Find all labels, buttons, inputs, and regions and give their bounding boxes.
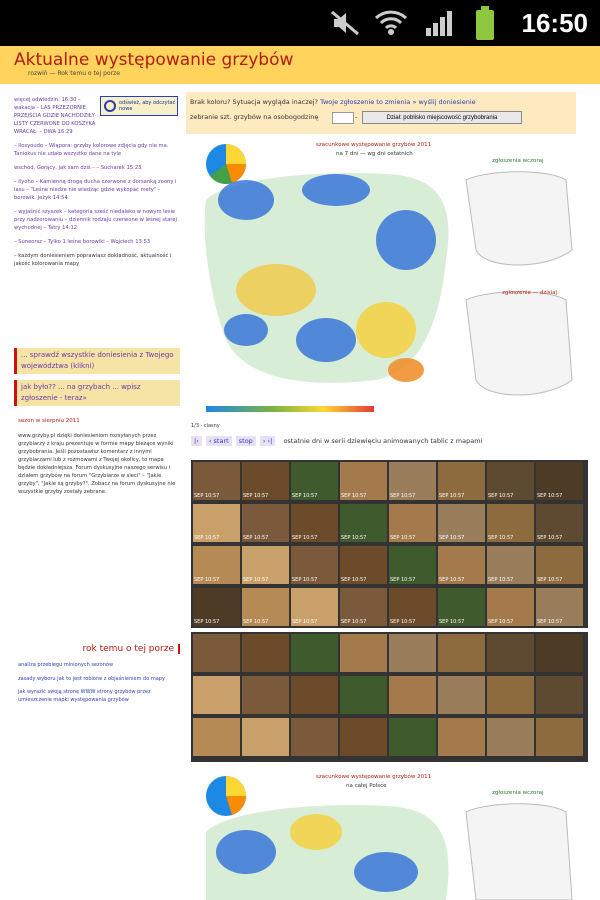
- notice-box: [186, 92, 576, 134]
- photo-caption: SEP 10:57: [341, 577, 367, 583]
- photo-thumbnail[interactable]: [242, 588, 289, 626]
- photo-caption: SEP 10:57: [243, 577, 269, 583]
- photo-caption: SEP 10:57: [488, 535, 514, 541]
- refresh-label: odśwież, aby odczytać nowe: [119, 100, 176, 112]
- photo-thumbnail[interactable]: [389, 588, 436, 626]
- photo-thumbnail[interactable]: [389, 462, 436, 500]
- map-region: [354, 852, 418, 892]
- photo-thumbnail[interactable]: [536, 504, 583, 542]
- map-region: [376, 210, 436, 270]
- post-item[interactable]: więcej odwiedzin: 16:30 – wakacja – LAS PRZEZORNIE PRZEJŚCIA GDZIE NACHODZIŁY LISTY CZERWONE DO KOSZYKA WRACAŁ. – DWA 16:29: [14, 97, 96, 135]
- cta-add-report[interactable]: jak było?? ... na grzybach ... wpisz zgłoszenie - teraz»: [14, 380, 180, 406]
- photo-thumbnail[interactable]: [242, 718, 289, 756]
- photo-thumbnail[interactable]: [193, 634, 240, 672]
- page-header: [0, 46, 600, 84]
- photo-caption: SEP 10:57: [341, 493, 367, 499]
- notice-line2: zebranie szt. grzybów na osobogodzinę: [190, 113, 319, 121]
- color-legend: [206, 406, 374, 412]
- photo-caption: SEP 10:57: [194, 493, 220, 499]
- photo-caption: SEP 10:57: [488, 577, 514, 583]
- photo-caption: SEP 10:57: [390, 535, 416, 541]
- photo-thumbnail[interactable]: [438, 504, 485, 542]
- send-link[interactable]: » wyślij doniesienie: [412, 98, 476, 106]
- photo-thumbnail[interactable]: [340, 504, 387, 542]
- animation-caption: ostatnie dni w serii dziewięciu animowanych tablic z mapami: [283, 437, 483, 445]
- photo-caption: SEP 10:57: [292, 535, 318, 541]
- signal-icon: [424, 10, 454, 38]
- side-map[interactable]: [466, 172, 572, 265]
- occurrence-map[interactable]: [186, 140, 576, 422]
- about-text: www.grzyby.pl dzięki doniesieniom rozsyłanych przez grzybiarzy z kraju prezentuje w formie mapy bieżące wyniki grzybobrania. Jeśli pozostawisz komentarz z innymi grzybiarzami lub z rozmowami z Twojej okolicy, to mapa będzie dokładniejsza. Forum dyskusyjne naszego serwisu i działem grzybów na forum "Grzybiarze w sieci" – "Jakie grzyby", "Jakie są grzyby?". Zobacz na forum dyskusyjne nie wszystkie grzyby zostały zebrane.: [18, 433, 176, 495]
- photo-thumbnail[interactable]: [536, 634, 583, 672]
- photo-thumbnail[interactable]: [242, 504, 289, 542]
- photo-thumbnail[interactable]: [193, 504, 240, 542]
- link-item[interactable]: zasady wyboru jak to jest robione z objaśnieniem do mapy: [18, 675, 165, 682]
- photo-caption: SEP 10:57: [341, 535, 367, 541]
- photo-thumbnail[interactable]: [438, 546, 485, 584]
- photo-thumbnail[interactable]: [487, 676, 534, 714]
- photo-caption: SEP 10:57: [292, 493, 318, 499]
- photo-thumbnail[interactable]: [291, 546, 338, 584]
- photo-thumbnail[interactable]: [340, 634, 387, 672]
- photo-thumbnail[interactable]: [536, 546, 583, 584]
- first-button[interactable]: |‹: [191, 436, 202, 446]
- photo-caption: SEP 10:57: [194, 535, 220, 541]
- side-map[interactable]: [466, 292, 572, 395]
- photo-thumbnail[interactable]: [536, 588, 583, 626]
- photo-caption: SEP 10:57: [390, 619, 416, 625]
- side-map-title: zgłoszenia wczoraj: [492, 158, 544, 164]
- map-block-1: [186, 140, 576, 380]
- map-region: [290, 814, 342, 850]
- photo-thumbnail[interactable]: [438, 676, 485, 714]
- photo-caption: SEP 10:57: [439, 577, 465, 583]
- photo-thumbnail[interactable]: [389, 546, 436, 584]
- side-map-title: zgłoszenia wczoraj: [492, 790, 544, 796]
- map-title: szacunkowe występowanie grzybów 2011: [316, 774, 432, 780]
- photo-thumbnail[interactable]: [242, 546, 289, 584]
- clock: 16:50: [521, 8, 588, 38]
- photo-thumbnail[interactable]: [487, 718, 534, 756]
- side-map-title: zgłoszenie — dzisiaj: [502, 290, 558, 296]
- photo-thumbnail[interactable]: [340, 676, 387, 714]
- photo-caption: SEP 10:57: [439, 493, 465, 499]
- map-region: [224, 314, 268, 346]
- photo-thumbnail[interactable]: [291, 676, 338, 714]
- photo-caption: SEP 10:57: [390, 577, 416, 583]
- post-item[interactable]: – wyjaśnić szyszek – kategoria sześć niedaleko w nowym lesie przy nadzorowaniu – dziennik rodzaju czerwone w leśnej starej wychodnej – Tatry 14:12: [14, 209, 177, 231]
- cta-check-voivodeship[interactable]: ... sprawdź wszystkie doniesienia z Twojego województwa (klikni): [14, 348, 180, 374]
- photo-thumbnail[interactable]: [438, 634, 485, 672]
- photo-thumbnail[interactable]: [487, 504, 534, 542]
- notice-text: Brak koloru? Sytuacja wygląda inaczej?: [190, 98, 319, 106]
- photo-caption: SEP 10:57: [390, 493, 416, 499]
- photo-caption: SEP 10:57: [537, 577, 563, 583]
- mute-icon: [330, 10, 360, 36]
- photo-caption: SEP 10:57: [243, 493, 269, 499]
- map-region: [218, 180, 274, 220]
- last-button[interactable]: › ›|: [260, 436, 275, 446]
- photo-caption: SEP 10:57: [243, 619, 269, 625]
- map-subtitle: na całej Polsce: [346, 783, 387, 789]
- page-title: Aktualne występowanie grzybów: [14, 50, 294, 70]
- photo-caption: SEP 10:57: [488, 493, 514, 499]
- map-region: [296, 318, 356, 362]
- photo-thumbnail[interactable]: [193, 676, 240, 714]
- photo-thumbnail[interactable]: [438, 718, 485, 756]
- photo-thumbnail[interactable]: [340, 462, 387, 500]
- photo-gallery-1: [191, 460, 588, 628]
- map-title: szacunkowe występowanie grzybów 2011: [316, 142, 432, 148]
- photo-thumbnail[interactable]: [291, 588, 338, 626]
- battery-icon: [474, 6, 496, 40]
- photo-gallery-2: [191, 632, 588, 762]
- pie-slice: [226, 144, 246, 164]
- header-subtitle[interactable]: rozwiń — Rok temu o tej porze: [28, 70, 120, 77]
- photo-caption: SEP 10:57: [488, 619, 514, 625]
- photo-caption: SEP 10:57: [439, 619, 465, 625]
- photo-caption: SEP 10:57: [292, 619, 318, 625]
- link-item[interactable]: analiza przebiegu minionych sezonów: [18, 662, 114, 668]
- stop-button[interactable]: stop: [236, 436, 256, 446]
- photo-caption: SEP 10:57: [194, 577, 220, 583]
- refresh-button[interactable]: [100, 96, 178, 116]
- photo-caption: SEP 10:57: [243, 535, 269, 541]
- sidebar-posts: [14, 96, 182, 274]
- post-item[interactable]: – Ilosyoudo – Wiąpora: grzyby kolorowe zdjęcia gdy nie ma. Taniokus nie udało wszystko dane na tyle: [14, 143, 169, 157]
- photo-thumbnail[interactable]: [487, 462, 534, 500]
- photo-thumbnail[interactable]: [536, 676, 583, 714]
- map-region: [302, 174, 370, 206]
- photo-thumbnail[interactable]: [487, 546, 534, 584]
- post-item[interactable]: wschód. Gorący, jak sam dziś – – Sucharek 15:23: [14, 165, 142, 171]
- notice-dash: -: [355, 113, 358, 121]
- map-region: [236, 264, 316, 316]
- photo-thumbnail[interactable]: [536, 462, 583, 500]
- map-region: [356, 302, 416, 358]
- map-region: [388, 358, 424, 382]
- photo-thumbnail[interactable]: [340, 588, 387, 626]
- link-list: [18, 662, 180, 710]
- photo-caption: SEP 10:57: [194, 619, 220, 625]
- section-title: rok temu o tej porze: [80, 644, 180, 654]
- refresh-icon: [104, 100, 116, 112]
- post-item[interactable]: – Ilyoho – Kamienną drogą ducha czerwone z dorsanką zoony i lasu – "Leśne niedze nie wiedząc gdzie wykopać mety" – borowik. Jeżyk 14:54: [14, 179, 177, 201]
- photo-thumbnail[interactable]: [291, 718, 338, 756]
- slide-counter: 1/3 · ciasny: [191, 423, 220, 429]
- map-block-2: [186, 772, 576, 900]
- photo-thumbnail[interactable]: [193, 462, 240, 500]
- photo-thumbnail[interactable]: [389, 504, 436, 542]
- season-link[interactable]: sezon w sierpniu 2011: [18, 418, 80, 424]
- report-link[interactable]: Twoje zgłoszenie to zmienia: [320, 98, 411, 106]
- animation-controls: [191, 436, 482, 446]
- photo-thumbnail[interactable]: [536, 718, 583, 756]
- photo-thumbnail[interactable]: [291, 504, 338, 542]
- photo-thumbnail[interactable]: [487, 634, 534, 672]
- photo-thumbnail[interactable]: [438, 462, 485, 500]
- photo-thumbnail[interactable]: [340, 718, 387, 756]
- photo-thumbnail[interactable]: [242, 634, 289, 672]
- photo-thumbnail[interactable]: [193, 718, 240, 756]
- wifi-icon: [374, 10, 408, 36]
- photo-thumbnail[interactable]: [291, 634, 338, 672]
- quantity-input[interactable]: [332, 112, 354, 124]
- photo-thumbnail[interactable]: [487, 588, 534, 626]
- sidebar-note: – każdym doniesieniem poprawiasz dokładność, aktualność i jakość kolorowania mapy: [14, 253, 172, 267]
- photo-caption: SEP 10:57: [537, 619, 563, 625]
- photo-thumbnail[interactable]: [291, 462, 338, 500]
- photo-caption: SEP 10:57: [341, 619, 367, 625]
- photo-thumbnail[interactable]: [340, 546, 387, 584]
- photo-caption: SEP 10:57: [537, 535, 563, 541]
- photo-thumbnail[interactable]: [389, 634, 436, 672]
- photo-thumbnail[interactable]: [193, 588, 240, 626]
- photo-thumbnail[interactable]: [438, 588, 485, 626]
- photo-thumbnail[interactable]: [389, 676, 436, 714]
- photo-thumbnail[interactable]: [389, 718, 436, 756]
- start-button[interactable]: ‹ start: [206, 436, 232, 446]
- link-item[interactable]: jak wyrazić swoją stronę WWW strony grzybów przez umieszczenie mapki występowania grzybów: [18, 689, 151, 703]
- pie-slice: [226, 776, 246, 796]
- map-region: [216, 830, 276, 874]
- photo-thumbnail[interactable]: [242, 676, 289, 714]
- photo-thumbnail[interactable]: [242, 462, 289, 500]
- locate-button[interactable]: Dział: poblisko miejscowość grzybobrania: [362, 111, 522, 124]
- photo-caption: SEP 10:57: [292, 577, 318, 583]
- photo-caption: SEP 10:57: [439, 535, 465, 541]
- photo-caption: SEP 10:57: [537, 493, 563, 499]
- photo-thumbnail[interactable]: [193, 546, 240, 584]
- map-subtitle: na 7 dni — wg dni ostatnich: [336, 151, 413, 157]
- post-item[interactable]: – Suneorsz – Tylko 1 leśne borowiki – Wojciech 13:53: [14, 239, 151, 245]
- status-bar: [0, 0, 600, 46]
- side-map[interactable]: [466, 804, 572, 900]
